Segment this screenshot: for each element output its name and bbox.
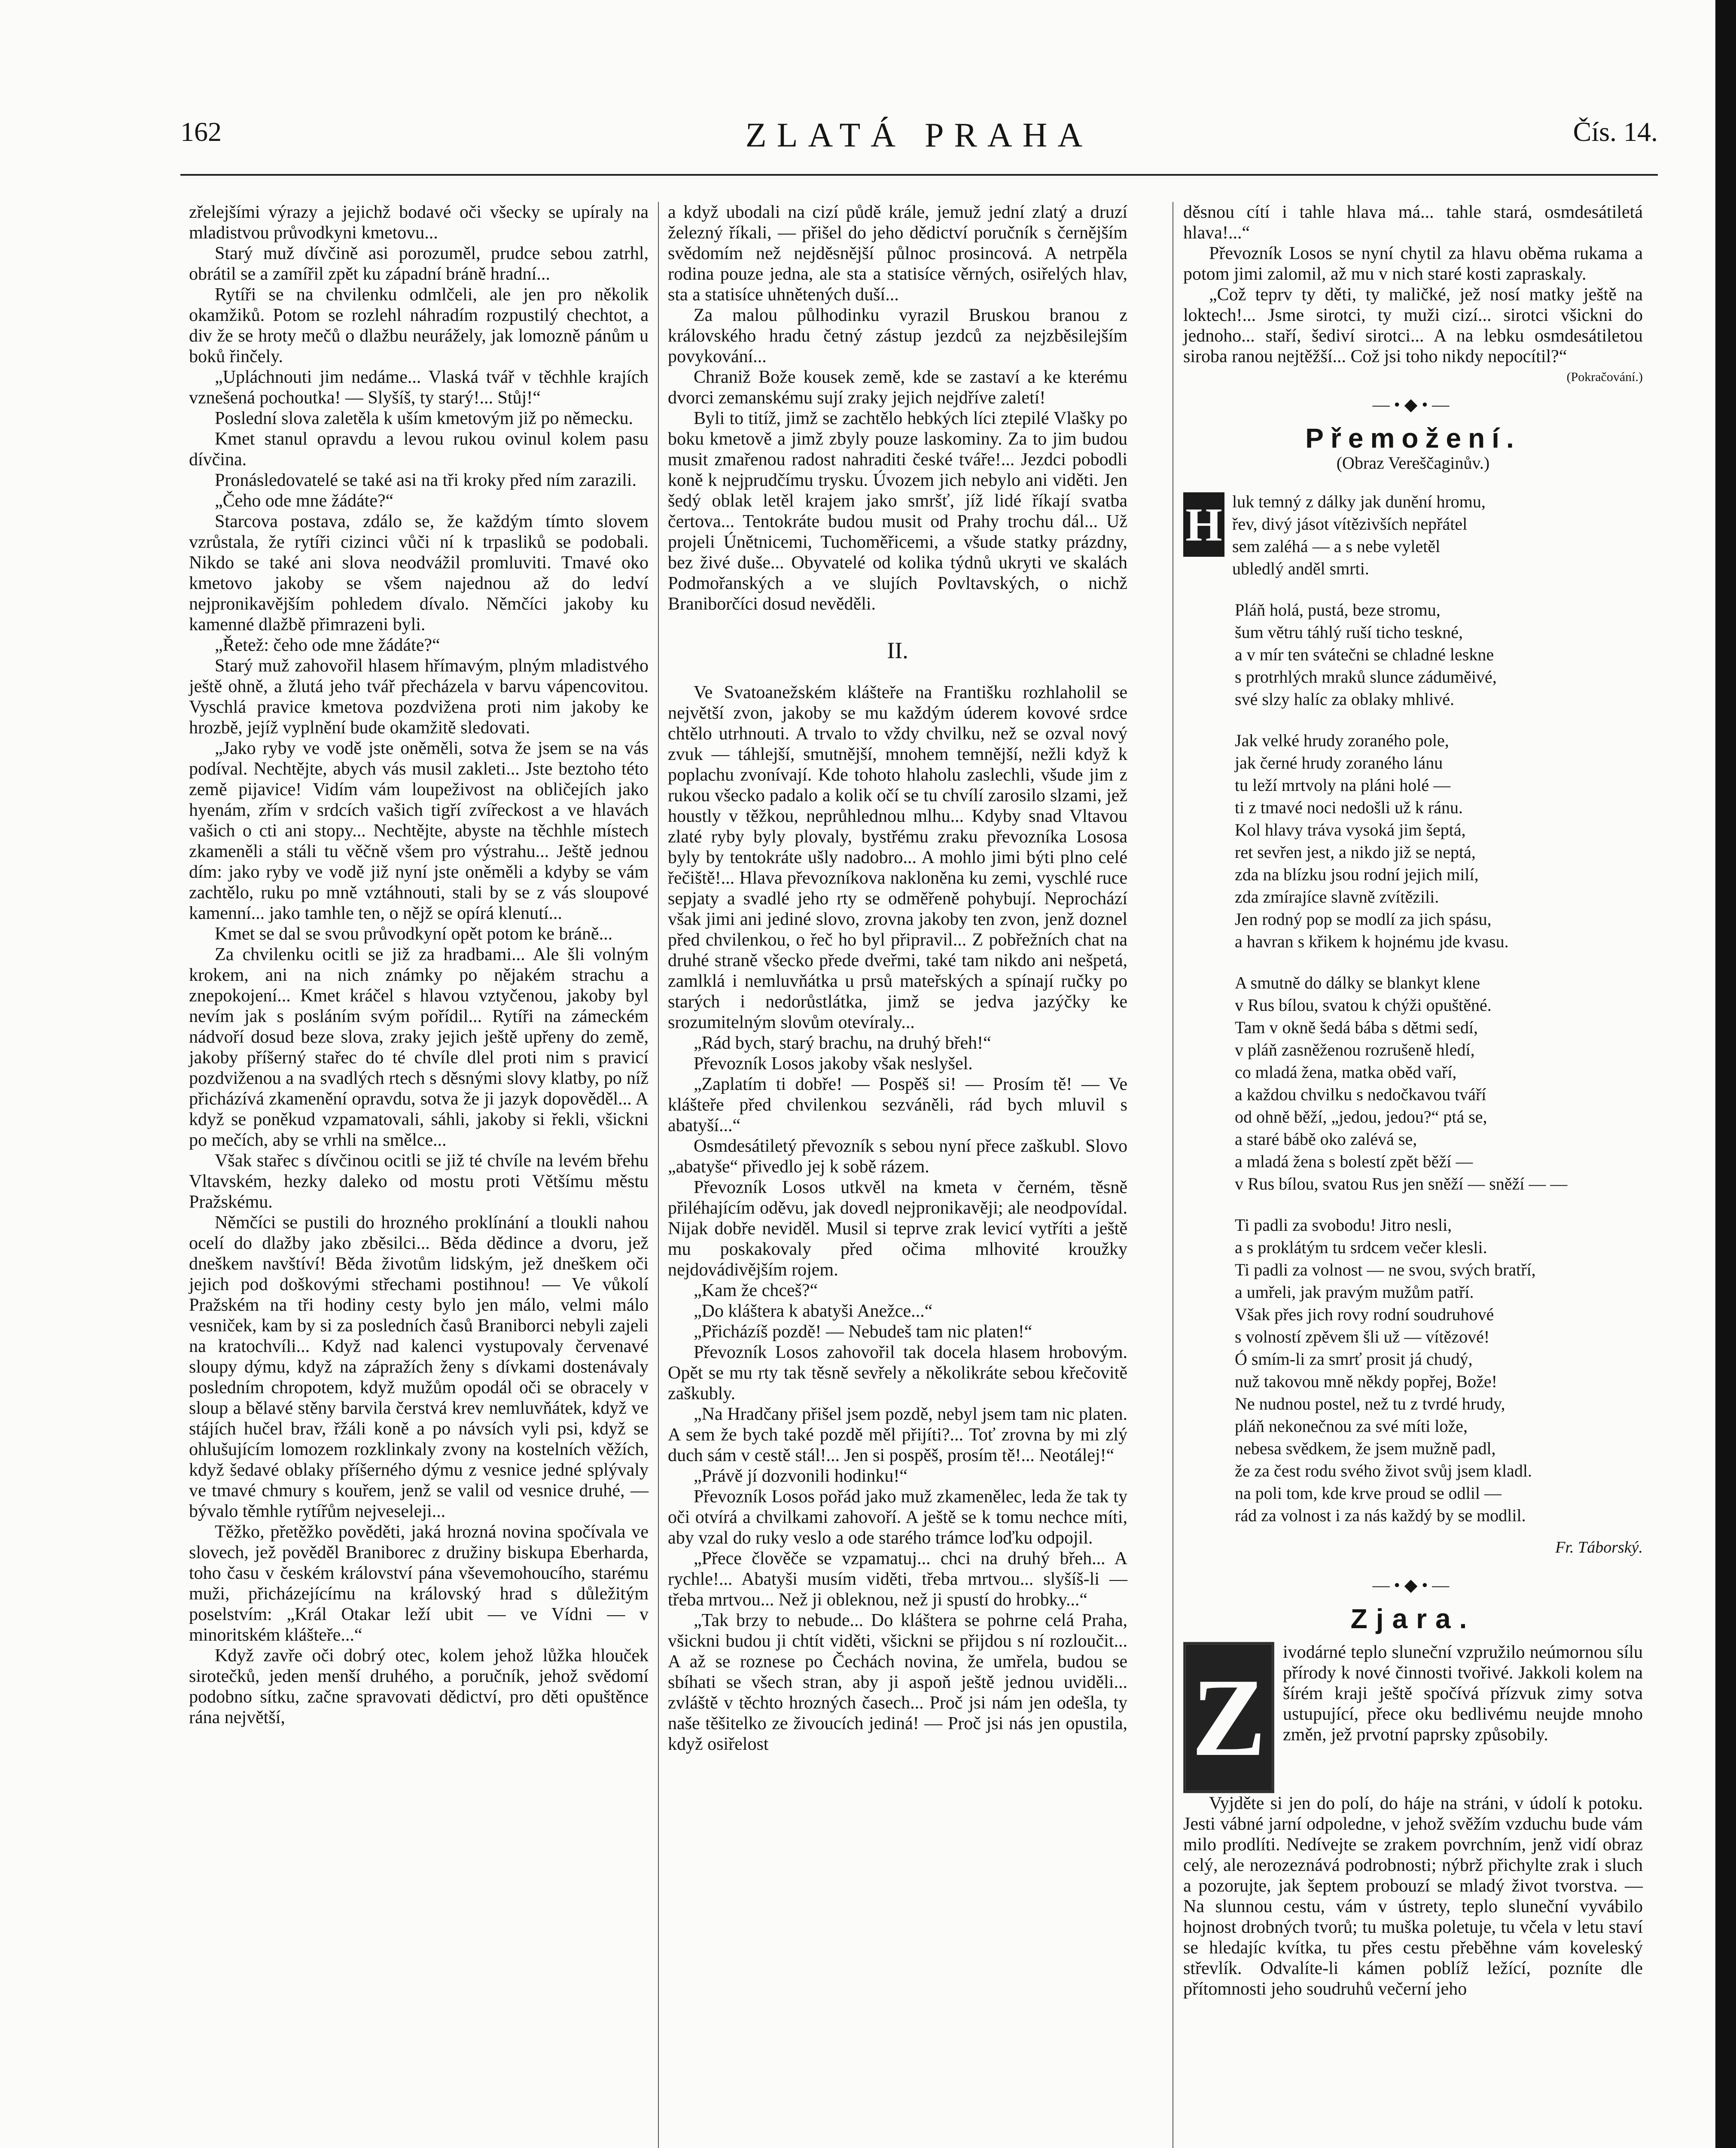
verse-line: A smutně do dálky se blankyt klene xyxy=(1235,973,1480,992)
verse-line: a s proklátým tu srdcem večer klesli. xyxy=(1235,1238,1487,1257)
verse-line: Však přes jich rovy rodní soudruhové xyxy=(1235,1305,1494,1324)
paragraph: Převozník Losos pořád jako muž zkamenělec, leda že tak ty oči otvírá a chvilkami zahovoří. A ještě se k tomu nechce míti, aby vzal do ruky veslo a ode starého trámce loďku odpojil. xyxy=(668,1487,1127,1548)
paragraph: Ve Svatoanežském klášteře na Františku rozhlaholil se největší zvon, jakoby se mu každým úderem kovové srdce chtělo utrhnouti. A trvalo to vždy chvilku, než se ozval nový zvuk — táhlejší, smutnější, mnohem temnější, nežli když k poplachu zvonívají. Kde tohoto hlaholu zaslechli, všude jim z rukou všecko padalo a kolik očí se tu chvílí zarosilo slzami, jež houstly v těžkou, neprůhlednou mlhu... Kdyby snad Vltavou zlaté ryby byly plovaly, bystřému zraku převozníka Lososa byly by tentokráte ušly nadobro... A mohlo jimi býti plno celé řečiště!... Hlava převozníkova nakloněna ku zemi, vyschlé ruce sepjaty a svadlé jeho rty se odměřeně pohybují. Neprochází však jimi ani jediné slovo, zrovna jakoby ten zvon, jenž doznel před chvilenkou, o řeč ho byl připravil... Z pobřežních chat na druhé straně všecko přede dveřmi, také tam nikdo ani nešpetá, zamlklá i nemluvňátka u prsů mateřských a spínají ručky po starých i nedorůstlátka, jimž se jedva jazýčky ke srozumitelným slovům otevíraly... xyxy=(668,683,1127,1032)
verse-line: tu leží mrtvoly na pláni holé — xyxy=(1235,775,1451,795)
paragraph: „Právě jí dozvonili hodinku!“ xyxy=(694,1466,908,1486)
verse-line: ubledlý anděl smrti. xyxy=(1232,559,1369,578)
verse-line: své slzy halíc za oblaky mhlivé. xyxy=(1235,690,1454,709)
paragraph: „Což teprv ty děti, ty maličké, jež nosí matky ještě na loktech!... Jsme sirotci, ty muži cizí... sirotci všickni do jednoho... staří, šediví sirotci... A na lebku osmdesátiletou siroba ranou nejtěžší... Což jsi toho nikdy nepocítil?“ xyxy=(1183,285,1643,366)
verse-line: Ti padli za svobodu! Jitro nesli, xyxy=(1235,1215,1452,1235)
column-2 xyxy=(668,202,1127,1754)
paragraph: Byli to titíž, jimž se zachtělo hebkých líci ztepilé Vlašky po boku kmetově a jimž zbyly pouze laskominy. Za to jim budou musit zmařenou radost nahraditi české tváře!... Jezdci pobodli koně k nejprudčímu trysku. Úvozem jich nebylo ani viděti. Jen šedý oblak letěl krajem jako smršť, jíž lidé říkají svatba čertova... Tentokráte budou musit od Prahy trochu dál... Už projeli Únětnicemi, Tuchoměřicemi, a všude statky prázdny, bez živé duše... Obyvatelé od kolika týdnů ukryti ve skalách Podmořanských a ve slujích Povltavských, o nichž Braniborčíci dosud nevěděli. xyxy=(668,409,1127,614)
drop-cap: Z xyxy=(1183,1642,1274,1793)
paragraph: Za malou půlhodinku vyrazil Bruskou branou z královského hradu četný zástup jezdců za nejzběsilejším povykování... xyxy=(668,305,1127,366)
page-header xyxy=(180,116,1658,172)
paragraph: „Rád bych, starý brachu, na druhý břeh!“ xyxy=(694,1033,991,1053)
verse-line: sem zaléhá — a s nebe vyletěl xyxy=(1232,537,1441,556)
paragraph: „Přicházíš pozdě! — Nebudeš tam nic platen!“ xyxy=(694,1322,1032,1342)
verse-line: luk temný z dálky jak dunění hromu, xyxy=(1232,492,1486,511)
paragraph: Němčíci se pustili do hrozného proklínání a tloukli nahou ocelí do dlažby jako zběsilci... Běda dědince a dvoru, jež dneškem navštíví! Běda životům lidským, jež dneškem oči jejich pod doškovými střechami postihnou! — Ve vůkolí Pražském na tři hodiny cesty bylo jen málo, velmi málo vesniček, kam by si za posledních časů Braniborci nebyli zajeli na kratochvíli... Když nad kalenci vystupovaly červenavé sloupy dýmu, když na zápražích ženy s dívkami dostenávaly posledním chropotem, když mužům opodál oči se obracely v sloup a bělavé stěny barvila čerstvá krev nemluvňátek, když ve stájích hučel brav, řžáli koně a po návsích vyli psi, když se ohlušujícím lomozem rozklinkaly zvony na kostelních věžích, když šedavé oblaky příšerného dýmu z vesnice jedné splývaly ve tmavé chmury s kouřem, jenž se valil od vesnice druhé, — bývalo těmhle rytířům nejveseleji... xyxy=(189,1213,649,1521)
paragraph: Převozník Losos utkvěl na kmeta v černém, těsně přiléhajícím oděvu, jak dovedl nejpronikavěji; ale neodpovídal. Nijak dobře neviděl. Musil si teprve zrak levicí vytříti a ještě mu poskakovaly před očima mlhovité kroužky nejdovádivějším rojem. xyxy=(668,1178,1127,1280)
page-number: 162 xyxy=(180,116,222,147)
verse-line: řev, divý jásot vítězivších nepřátel xyxy=(1232,514,1468,534)
paragraph: Starý muž dívčině asi porozuměl, prudce sebou zatrhl, obrátil se a zamířil zpět ku západní bráně hradní... xyxy=(189,244,649,284)
verse-line: Ti padli za volnost — ne svou, svých bratří, xyxy=(1235,1260,1536,1279)
verse-line: zda na blízku jsou rodní jejich milí, xyxy=(1235,865,1479,884)
paragraph: „Jako ryby ve vodě jste oněměli, sotva že jsem se na vás podíval. Nechtějte, abych vás musil zakleti... Jste beztoho této země pijavice! Vidím vám loupeživost na obličejích jako hyenám, zřím v srdcích vašich tigří zvířeckost a ve hlavách vašich o cti ani stopy... Nechtějte, abyste na těchhle místech zkameněli a stáli tu věčně všem pro výstrahu... Ještě jednou dím: jako ryby ve vodě již nyní jste oněměli a kdyby se vám zachtělo, ruku po mně vztáhnouti, stali by se z vás sloupové kamenní... jako tamhle ten, o nějž se opírá klenutí... xyxy=(189,738,649,923)
verse-line: a staré bábě oko zalévá se, xyxy=(1235,1129,1417,1149)
section-heading: II. xyxy=(887,638,908,663)
drop-cap: H xyxy=(1183,492,1224,557)
paragraph: Převozník Losos zahovořil tak docela hlasem hrobovým. Opět se mu rty tak těsně sevřely a několikráte sebou křečovitě zaškubly. xyxy=(668,1342,1127,1404)
column-3 xyxy=(1183,202,1643,1999)
stanza xyxy=(1235,599,1643,711)
verse-line: nuž takovou mně někdy popřej, Bože! xyxy=(1235,1372,1497,1391)
paragraph: „Kam že chceš?“ xyxy=(694,1281,818,1300)
stanza xyxy=(1235,972,1643,1195)
paragraph: „Do kláštera k abatyši Anežce...“ xyxy=(694,1301,933,1321)
verse-line: Jen rodný pop se modlí za jich spásu, xyxy=(1235,909,1492,929)
article-title: Zjara. xyxy=(1350,1603,1476,1634)
verse-line: s protrhlých mraků slunce záduměivé, xyxy=(1235,667,1497,687)
paragraph: Když zavře oči dobrý otec, kolem jehož lůžka hlouček sirotečků, jeden menší druhého, a poručník, jehož svědomí podobno sítku, začne spravovati dědictví, pro děti opuštěnce rána největší, xyxy=(189,1646,649,1727)
paragraph: děsnou cítí i tahle hlava má... tahle stará, osmdesátiletá hlava!...“ xyxy=(1183,202,1643,243)
paragraph: Kmet stanul opravdu a levou rukou ovinul kolem pasu dívčina. xyxy=(189,429,649,470)
verse-line: ti z tmavé noci nedošli už k ránu. xyxy=(1235,798,1463,817)
verse-line: a v mír ten svátečni se chladné leskne xyxy=(1235,645,1494,664)
verse-line: Ó smím-li za smrť prosit já chudý, xyxy=(1235,1349,1473,1369)
verse-line: šum větru táhlý ruší ticho teskné, xyxy=(1235,622,1463,642)
paragraph: Převozník Losos jakoby však neslyšel. xyxy=(694,1054,973,1074)
stanza xyxy=(1235,1214,1643,1527)
paragraph: Chraniž Bože kousek země, kde se zastaví a ke kterému dvorci zemanskému sují zraky jejich nejdříve zaletí! xyxy=(668,367,1127,408)
poem-opening xyxy=(1183,491,1643,599)
paragraph: a když ubodali na cizí půdě krále, jemuž jední zlatý a druzí železný říkali, — přišel do jeho dědictví poručník s černějším svědomím než nejděsnější půlnoc prosincová. A netrpěla rodina pouze jedna, ale sta a statisíce věrných, osiřelých hlav, sta a statisíce uhnětených duší... xyxy=(668,202,1127,305)
verse-line: v pláň zasněženou rozrušeně hledí, xyxy=(1235,1040,1475,1059)
ornament-divider: —•◆•— xyxy=(1372,1575,1454,1595)
paragraph: „Zaplatím ti dobře! — Pospěš si! — Prosím tě! — Ve klášteře před chvilenkou sezváněli, rád bych mluvil s abatyší...“ xyxy=(668,1074,1127,1135)
verse-line: a každou chvilku s nedočkavou tváří xyxy=(1235,1085,1486,1104)
verse-line: jak černé hrudy zoraného lánu xyxy=(1235,753,1443,772)
verse-line: ret sevřen jest, a nikdo již se neptá, xyxy=(1235,842,1476,862)
paragraph: Kmet se dal se svou průvodkyní opět potom ke bráně... xyxy=(215,924,613,944)
verse-line: že za čest rodu svého život svůj jsem kladl. xyxy=(1235,1461,1532,1480)
stanza xyxy=(1235,729,1643,953)
verse-line: Kol hlavy tráva vysoká jim šeptá, xyxy=(1235,820,1466,839)
verse-line: od ohně běží, „jedou, jedou?“ ptá se, xyxy=(1235,1107,1487,1126)
verse-line: a havran s křikem k hojnému jde kvasu. xyxy=(1235,932,1509,951)
verse-line: zda zmírajíce slavně zvítězili. xyxy=(1235,887,1439,906)
paragraph: „Řetež: čeho ode mne žádáte?“ xyxy=(215,635,440,655)
stanza xyxy=(1232,491,1643,580)
paragraph: Pronásledovatelé se také asi na tři kroky před ním zarazili. xyxy=(215,470,637,490)
poem-title: Přemožení. xyxy=(1305,423,1521,454)
paragraph: Těžko, přetěžko pověděti, jaká hrozná novina spočívala ve slovech, jež pověděl Braniborec z družiny biskupa Eberharda, toho času v českém království pána vševemohoucího, starému muži, přicházejícímu na královský hrad s důležitým poselstvím: „Král Otakar leží ubit — ve Vídni — v minoritském klášteře...“ xyxy=(189,1522,649,1645)
paragraph: Za chvilenku ocitli se již za hradbami... Ale šli volným krokem, ani na nich známky po nějakém strachu a znepokojení... Kmet kráčel s hlavou vztyčenou, jakoby byl nevím jak s posláním svým pořídil... Rytíři na zámeckém nádvoří dosud beze slova, zraky jejich ještě upřeny do země, jakoby příšerný stařec do té chvíle dlel proti nim s pravicí pozdviženou a na svadlých rtech s děsnými slovy klatby, po níž přicházívá zkamenění opravdu, sotva že ji jazyk dopověděl... A když se poněkud vzpamatovali, sáhli, jakoby si řekli, všickni po mečích, aby se vrhli na smělce... xyxy=(189,945,649,1150)
verse-line: v Rus bílou, svatou Rus jen sněží — sněží — — xyxy=(1235,1174,1568,1193)
scan-edge xyxy=(1715,0,1736,2148)
verse-line: na poli tom, kde krve proud se odlil — xyxy=(1235,1483,1502,1503)
paragraph: „Tak brzy to nebude... Do kláštera se pohrne celá Praha, všickni budou ji chtít viděti, všickni se přijdou s ní rozloučit... A až se roznese po Čechách novina, že umřela, budou se sbíhati se všech stran, aby ji aspoň ještě jednou uviděli... zvláště v těchto hrozných časech... Proč jsi nám jen odešla, ty naše těšitelko ze živoucích jediná! — Proč jsi nás jen opustila, když osiřelost xyxy=(668,1611,1127,1754)
journal-title: ZLATÁ PRAHA xyxy=(745,116,1093,154)
paragraph: „Čeho ode mne žádáte?“ xyxy=(215,491,394,511)
verse-line: s volností zpěvem šli už — vítězové! xyxy=(1235,1327,1490,1346)
paragraph: „Na Hradčany přišel jsem pozdě, nebyl jsem tam nic platen. A sem že bych také pozdě měl přijíti?... Toť zrovna by mi zlý duch sám v cestě stál!... Jen si pospěš, prosím tě!... Neotálej!“ xyxy=(668,1404,1127,1465)
verse-line: Jak velké hrudy zoraného pole, xyxy=(1235,731,1449,750)
issue-number: Čís. 14. xyxy=(1573,116,1658,147)
verse-line: pláň nekonečnou za své míti lože, xyxy=(1235,1416,1468,1436)
verse-line: a umřeli, jak pravým mužům patří. xyxy=(1235,1282,1474,1302)
paragraph: Starcova postava, zdálo se, že každým tímto slovem vzrůstala, že rytíři cizinci vůči ní k trpasliků se podobali. Nikdo se také ani slova neodvážil promluviti. Tmavé oko kmetovo jakoby se všem najednou až do ledví nejpronikavějším pohledem dívalo. Němčíci jakoby ku kamenné dlažbě přimrazeni byli. xyxy=(189,512,649,635)
paragraph: Poslední slova zaletěla k uším kmetovým již po německu. xyxy=(215,409,633,428)
paragraph: Převozník Losos se nyní chytil za hlavu oběma rukama a potom jimi zalomil, až mu v nich staré kosti zapraskaly. xyxy=(1183,244,1643,284)
verse-line: nebesa svědkem, že jsem mužně padl, xyxy=(1235,1439,1496,1458)
verse-line: Ne nudnou postel, než tu z tvrdé hrudy, xyxy=(1235,1394,1505,1413)
paragraph: Osmdesátiletý převozník s sebou nyní přece zaškubl. Slovo „abatyše“ přivedlo jej k sobě rázem. xyxy=(668,1136,1127,1177)
paragraph: „Přece člověče se vzpamatuj... chci na druhý břeh... A rychle!... Abatyši musím viděti, třeba mrtvou... slyšíš-li — třeba mrtvou... Než ji obleknou, než ji spustí do hrobky...“ xyxy=(668,1549,1127,1610)
paragraph: Vyjděte si jen do polí, do háje na stráni, v údolí k potoku. Jesti vábné jarní odpoledne, v jehož svěžím vzduchu bude vám milo prodlíti. Nedívejte se zrakem povrchním, jenž vidí obraz celý, ale nerozeznává podrobnosti; nýbrž přichylte zrak i sluch a pozorujte, jak šeptem probouzí se mladý život tvorstva. — Na slunnou cestu, vám v ústrety, teplo sluneční vyvábilo hojnost drobných tvorů; tu muška poletuje, tu včela v letu staví se hledajíc kvítka, tu přes cestu přeběhne vám koveleský střevlík. Odvalíte-li kámen poblíž ležící, pozníte dle přítomnosti jeho soudruhů večerní jeho xyxy=(1183,1794,1643,1999)
article-opening xyxy=(1183,1642,1643,1793)
poem-signature: Fr. Táborský. xyxy=(1555,1538,1643,1556)
paragraph: Starý muž zahovořil hlasem hřímavým, plným mladistvého ještě ohně, a žlutá jeho tvář přecházela v barvu vápencovitou. Vyschlá pravice kmetova pozdvižena proti nim jakoby ke hrozbě, jejíž vyplnění bude okamžitě sledovati. xyxy=(189,656,649,738)
verse-line: a mladá žena s bolestí zpět běží — xyxy=(1235,1152,1473,1171)
verse-line: v Rus bílou, svatou k chýži opuštěné. xyxy=(1235,995,1492,1015)
column-rule xyxy=(658,202,659,2148)
verse-line: Tam v okně šedá bába s dětmi sedí, xyxy=(1235,1018,1478,1037)
paragraph: Rytíři se na chvilenku odmlčeli, ale jen pro několik okamžiků. Potom se rozlehl náhradím rozpustilý chechtot, a div že se hroty mečů o dlažbu neurážely, jak lomozně pánům u boků řinčely. xyxy=(189,285,649,366)
continued-note: (Pokračování.) xyxy=(1566,370,1643,384)
poem-subtitle: (Obraz Vereščaginův.) xyxy=(1336,453,1490,473)
header-rule xyxy=(180,174,1658,176)
verse-line: rád za volnost i za nás každý by se modlil. xyxy=(1235,1506,1526,1525)
verse-line: co mladá žena, matka oběd vaří, xyxy=(1235,1062,1457,1082)
paragraph: ivodárné teplo sluneční vzpružilo neúmornou sílu přírody k nové činnosti tvořivé. Jakkoli kolem na šírém kraji ještě spočívá přízvuk zimy sotva ustupující, přece oku bedlivému neujde mnoho změn, jež prvotní paprsky způsobily. xyxy=(1283,1642,1643,1745)
column-1 xyxy=(189,202,649,1728)
verse-line: Pláň holá, pustá, beze stromu, xyxy=(1235,600,1441,619)
ornament-divider: —•◆•— xyxy=(1372,395,1454,414)
paragraph: Však stařec s dívčinou ocitli se již té chvíle na levém břehu Vltavském, hezky daleko od mostu proti Většímu městu Pražskému. xyxy=(189,1151,649,1212)
paragraph: „Upláchnouti jim nedáme... Vlaská tvář v těchhle krajích vznešená pochoutka! — Slyšíš, ty starý!... Stůj!“ xyxy=(189,367,649,408)
paragraph: zřelejšími výrazy a jejichž bodavé oči všecky se upíraly na mladistvou průvodkyni kmetovu... xyxy=(189,202,649,243)
